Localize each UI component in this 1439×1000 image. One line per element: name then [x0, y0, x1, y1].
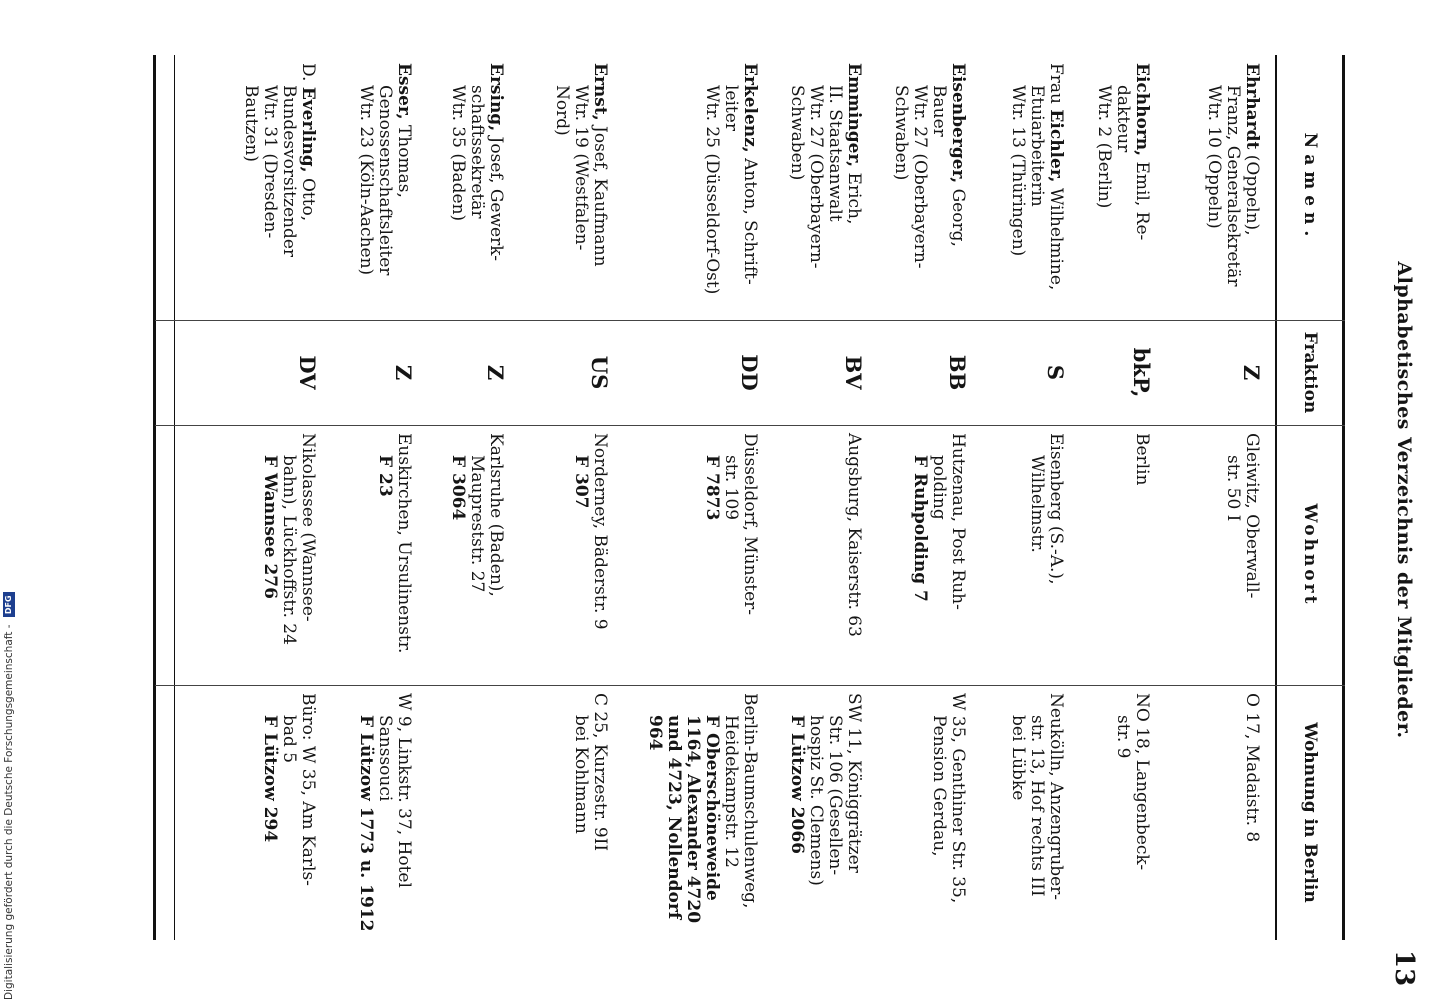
wohnort-line: Nikolassee (Wannsee- [298, 433, 318, 622]
wohnort-line: F Wannsee 276 [260, 455, 280, 599]
berlin-line: 1164, Alexander 4720 [683, 715, 703, 924]
table-top-rule [1342, 55, 1345, 940]
wohnort-line: Berlin [1132, 433, 1152, 486]
berlin-cell [356, 693, 413, 938]
member-detail-line: Wtr. 27 (Oberbayern- [806, 85, 826, 269]
member-detail-line: dakteur [1113, 85, 1133, 153]
member-surname: Ehrhardt [1242, 63, 1262, 150]
member-name-line [1242, 63, 1261, 315]
member-surname: Emminger, [844, 63, 864, 168]
member-detail-line: Wtr. 10 (Oppeln) [1204, 85, 1224, 229]
member-detail-line: Wtr. 19 (Westfalen- [571, 85, 591, 251]
berlin-line: hospiz St. Clemens) [806, 715, 826, 886]
member-name-cell [552, 63, 609, 315]
member-name-rest: (Oppeln), [1242, 149, 1262, 236]
berlin-cell [260, 693, 317, 938]
wohnort-line: polding [929, 455, 949, 520]
fraktion-cell: BV [841, 355, 866, 390]
member-surname: Ersing, [486, 63, 506, 132]
member-detail-line: Bautzen) [241, 85, 261, 163]
member-prefix: Frau [1046, 63, 1066, 110]
member-name-cell [241, 63, 317, 315]
berlin-line: NO 18, Langenbeck- [1132, 693, 1152, 871]
wohnort-line: F 3064 [448, 455, 468, 521]
member-detail-line: Wtr. 31 (Dresden- [260, 85, 280, 239]
wohnort-line: Maupreststr. 27 [467, 455, 487, 593]
berlin-cell [1242, 693, 1261, 938]
fraktion-cell: Z [391, 364, 416, 381]
member-detail-line: Wtr. 13 (Thüringen) [1008, 85, 1028, 257]
member-name-line [1046, 63, 1065, 315]
member-name-line [948, 63, 967, 315]
member-name-line [486, 63, 505, 315]
wohnort-cell [571, 433, 609, 683]
member-detail-line: Schwaben) [787, 85, 807, 181]
member-name-line [844, 63, 863, 315]
column-header-fraktion: Fraktion [1300, 331, 1320, 414]
member-name-cell [356, 63, 413, 315]
table-bottom-rule-thin [174, 55, 175, 940]
wohnort-line: Düsseldorf, Münster- [740, 433, 760, 616]
berlin-line: F Lützow 294 [260, 715, 280, 843]
wohnort-line: F 23 [375, 455, 395, 497]
berlin-line: SW 11, Königgrätzer [844, 693, 864, 873]
fraktion-cell: BB [945, 354, 970, 391]
berlin-cell [787, 693, 863, 938]
berlin-line: C 25, Kurzestr. 9II [590, 693, 610, 852]
member-detail-line: Wtr. 23 (Köln-Aachen) [356, 85, 376, 276]
berlin-line: str. 9 [1113, 715, 1133, 759]
member-detail-line: leiter [721, 85, 741, 131]
fraktion-cell: US [587, 355, 612, 390]
member-name-cell [1008, 63, 1065, 315]
member-detail-line: schaftssekretär [467, 85, 487, 219]
member-name-cell [1204, 63, 1261, 315]
berlin-line: Heidekampstr. 12 [721, 715, 741, 868]
fraktion-cell: bkP, [1129, 347, 1154, 398]
wohnort-cell [1223, 433, 1261, 683]
berlin-line: str. 13, Hof rechts III [1027, 715, 1047, 897]
berlin-line: Sanssouci [375, 715, 395, 802]
berlin-line: und 4723, Nollendorf [664, 715, 684, 920]
member-name-cell [702, 63, 759, 315]
wohnort-line: F Ruhpolding 7 [910, 455, 930, 602]
member-detail-line: Schwaben) [891, 85, 911, 181]
member-surname: Everling, [298, 86, 318, 173]
wohnort-line: Norderney, Bäderstr. 9 [590, 433, 610, 630]
wohnort-line: bahn), Lückhoffstr. 24 [279, 455, 299, 645]
member-name-cell [787, 63, 863, 315]
column-divider [155, 425, 1345, 426]
member-detail-line: Wtr. 27 (Oberbayern- [910, 85, 930, 269]
member-name-line [590, 63, 609, 315]
digitization-note-text: Digitalisierung gefördert durch die Deutsche Forschungsgemeinschaft - [3, 624, 15, 1000]
wohnort-line: Euskirchen, Ursulinenstr. [394, 433, 414, 654]
wohnort-line: str. 50 I [1223, 455, 1243, 522]
berlin-line: Berlin-Baumschulenweg, [740, 693, 760, 909]
member-detail-line: Franz, Generalsekretär [1223, 85, 1243, 287]
member-name-line [298, 63, 317, 315]
wohnort-cell [1132, 433, 1151, 683]
wohnort-cell [375, 433, 413, 683]
column-header-name: Namen. [1300, 132, 1320, 243]
fraktion-cell: Z [1239, 364, 1264, 381]
berlin-line: Büro: W 35, Am Karls- [298, 693, 318, 886]
wohnort-cell [448, 433, 505, 683]
wohnort-cell [1027, 433, 1065, 683]
berlin-line: O 17, Madaistr. 8 [1242, 693, 1262, 843]
wohnort-line: Hutzenau, Post Ruh- [948, 433, 968, 610]
fraktion-cell: DD [737, 354, 762, 391]
column-header-wohnort: Wohnort [1300, 503, 1320, 607]
page-heading: Alphabetisches Verzeichnis der Mitglieder. [1393, 261, 1415, 739]
wohnort-cell [702, 433, 759, 683]
berlin-cell [929, 693, 967, 938]
member-detail-line: II. Staatsanwalt [825, 85, 845, 222]
member-name-cell [448, 63, 505, 315]
member-detail-line: Nord) [552, 85, 572, 136]
member-name-rest: Otto, [298, 172, 318, 222]
member-name-rest: Josef, Gewerk- [486, 131, 506, 261]
berlin-line: 964 [645, 715, 665, 751]
wohnort-cell [844, 433, 863, 683]
wohnort-line: Gleiwitz, Oberwall- [1242, 433, 1262, 599]
member-detail-line: Genossenschaftsleiter [375, 85, 395, 276]
wohnort-line: F 7873 [702, 455, 722, 521]
member-name-rest: Anton, Schrift- [740, 152, 760, 285]
fraktion-cell: Z [483, 364, 508, 381]
member-detail-line: Wtr. 25 (Düsseldorf-Ost) [702, 85, 722, 295]
member-surname: Esser, [394, 63, 414, 120]
member-detail-line: Wtr. 35 (Baden) [448, 85, 468, 222]
member-surname: Eisenberger, [948, 63, 968, 184]
member-name-rest: Thomas, [394, 119, 414, 198]
member-name-line [1132, 63, 1151, 315]
berlin-line: bei Lübke [1008, 715, 1028, 801]
member-surname: Eichhorn, [1132, 63, 1152, 157]
member-name-line [740, 63, 759, 315]
berlin-cell [1008, 693, 1065, 938]
berlin-line: W 35, Genthiner Str. 35, [948, 693, 968, 904]
berlin-line: bei Kohlmann [571, 715, 591, 834]
berlin-cell [571, 693, 609, 938]
member-name-rest: Josef, Kaufmann [590, 120, 610, 267]
wohnort-line: str. 109 [721, 455, 741, 521]
member-detail-line: Bauer [929, 85, 949, 137]
member-detail-line: Bundesvorsitzender [279, 85, 299, 258]
dfg-logo: DFG [3, 592, 15, 617]
column-header-berlin: Wohnung in Berlin [1300, 722, 1320, 903]
berlin-line: W 9, Linkstr. 37, Hotel [394, 693, 414, 888]
table-bottom-rule [153, 55, 156, 940]
berlin-line: Str. 106 (Gesellen- [825, 715, 845, 876]
wohnort-line: F 307 [571, 455, 591, 509]
berlin-line: F Lützow 1773 u. 1912 [356, 715, 376, 932]
member-name-rest: Georg, [948, 183, 968, 247]
wohnort-line: Eisenberg (S.-A.), [1046, 433, 1066, 585]
fraktion-cell: S [1043, 364, 1068, 381]
column-divider [155, 685, 1345, 686]
berlin-line: Neukölln, Anzengruber- [1046, 693, 1066, 901]
berlin-line: F Oberschöneweide [702, 715, 722, 901]
header-bottom-rule [1275, 55, 1277, 940]
berlin-cell [645, 693, 759, 938]
member-name-rest: Wilhelmine, [1046, 182, 1066, 291]
member-name-line [394, 63, 413, 315]
page-number: 13 [1389, 950, 1419, 987]
member-name-cell [1094, 63, 1151, 315]
wohnort-cell [910, 433, 967, 683]
member-detail-line: Etuiarbeiterin [1027, 85, 1047, 207]
berlin-line: bad 5 [279, 715, 299, 764]
berlin-line: F Lützow 2066 [787, 715, 807, 855]
berlin-line: Pension Gerdau, [929, 715, 949, 857]
berlin-cell [1113, 693, 1151, 938]
fraktion-cell: DV [295, 355, 320, 390]
member-surname: Ernst, [590, 63, 610, 121]
member-detail-line: Wtr. 2 (Berlin) [1094, 85, 1114, 209]
member-surname: Erkelenz, [740, 63, 760, 153]
member-prefix: D. [298, 63, 318, 87]
wohnort-line: Karlsruhe (Baden), [486, 433, 506, 597]
member-name-rest: Erich, [844, 167, 864, 225]
wohnort-line: Augsburg, Kaiserstr. 63 [844, 433, 864, 637]
member-surname: Eichler, [1046, 109, 1066, 183]
wohnort-line: Wilhelmstr. [1027, 455, 1047, 553]
member-name-rest: Emil, Re- [1132, 156, 1152, 241]
member-name-cell [891, 63, 967, 315]
wohnort-cell [260, 433, 317, 683]
